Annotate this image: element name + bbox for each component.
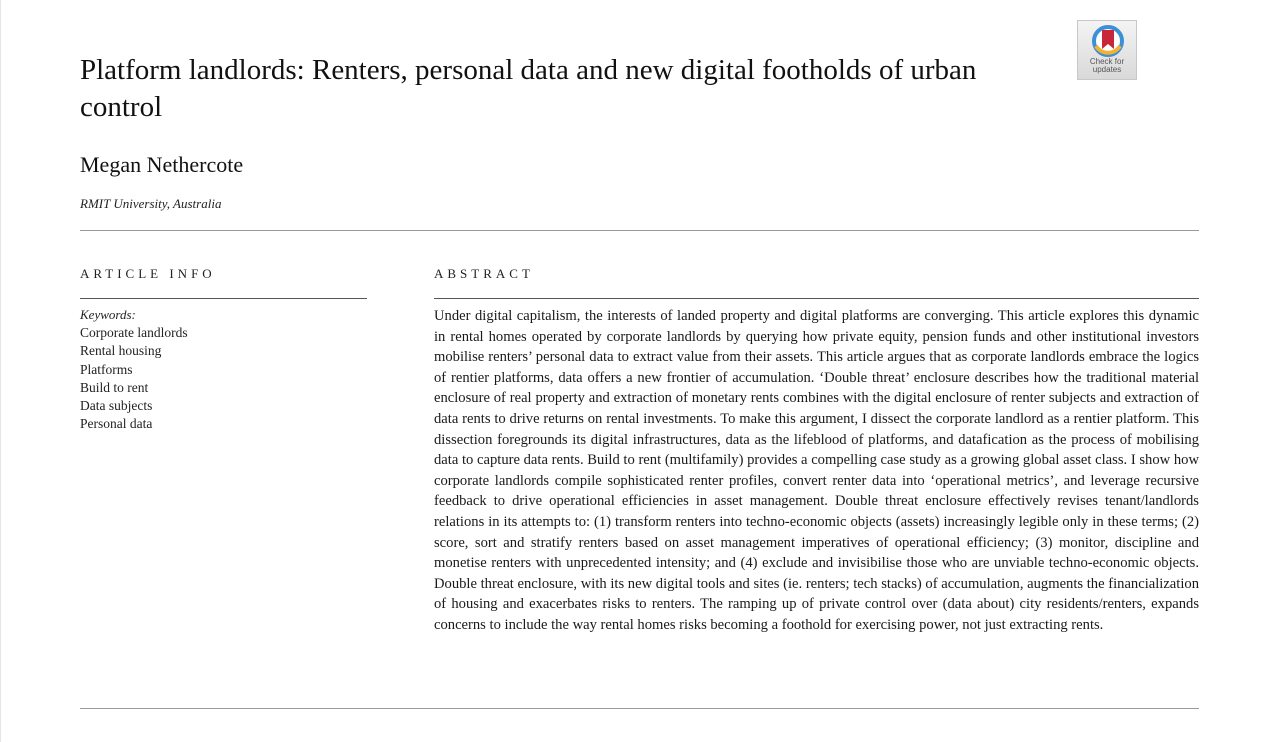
page-edge	[0, 0, 1, 742]
abstract-heading: ABSTRACT	[434, 266, 534, 281]
keyword-item: Rental housing	[80, 343, 162, 359]
keyword-item: Personal data	[80, 416, 153, 432]
author-name: Megan Nethercote	[80, 152, 244, 177]
check-for-updates-label: Check for updates	[1089, 57, 1125, 74]
check-for-updates-badge[interactable]	[1077, 20, 1137, 80]
check-for-updates-icon	[1090, 24, 1126, 58]
keywords-block	[80, 306, 360, 434]
author-affiliation: RMIT University, Australia	[80, 196, 222, 211]
abstract-divider	[434, 298, 1199, 299]
keywords-list	[80, 324, 360, 434]
abstract-text: Under digital capitalism, the interests of landed property and digital platforms are converging. This article explores this dynamic in rental homes operated by corporate landlords by querying how private equity, pension funds and other institutional investors mobilise renters’ personal data to extract value from their assets. This article argues that as corporate landlords embrace the logics of rentier platforms, data offers a new frontier of accumulation. ‘Double threat’ enclosure describes how the traditional material enclosure of real property and extraction of monetary rents combines with the digital enclosure of renter subjects and extraction of data rents to drive returns on rental investments. To make this argument, I dissect the corporate landlord as a rentier platform. This dissection foregrounds its digital infrastructures, data as the lifeblood of platforms, and datafication as the process of mobilising data to capture data rents. Build to rent (multifamily) provides a compelling case study as a growing global asset class. I show how corporate landlords compile sophisticated renter profiles, convert renter data into ‘operational metrics’, and leverage recursive feedback to drive operational efficiencies in asset management. Double threat enclosure effectively revises tenant/landlords relations in its attempts to: (1) transform renters into techno-economic objects (assets) increasingly legible only in these terms; (2) score, sort and stratify renters based on asset management imperatives of operational efficiency; (3) monitor, discipline and monetise renters with unprecedented intensity; and (4) exclude and invisibilise those who are unviable techno-economic objects. Double threat enclosure, with its new digital tools and sites (ie. renters; tech stacks) of accumulation, augments the financialization of housing and exacerbates risks to renters. The ramping up of private control over (data about) city residents/renters, expands concerns to include the way rental homes risks becoming a foothold for exercising power, not just extracting rents.	[434, 308, 1199, 633]
article-info-heading: ARTICLE INFO	[80, 266, 216, 281]
keyword-item: Build to rent	[80, 379, 149, 395]
keyword-item: Platforms	[80, 361, 133, 377]
article-info-divider	[80, 298, 367, 299]
footer-divider	[80, 708, 1199, 709]
keywords-label: Keywords:	[80, 307, 136, 322]
keyword-item: Corporate landlords	[80, 325, 188, 340]
article-title: Platform landlords: Renters, personal data and new digital footholds of urban control	[80, 54, 977, 123]
header-divider	[80, 230, 1199, 231]
keyword-item: Data subjects	[80, 398, 153, 414]
